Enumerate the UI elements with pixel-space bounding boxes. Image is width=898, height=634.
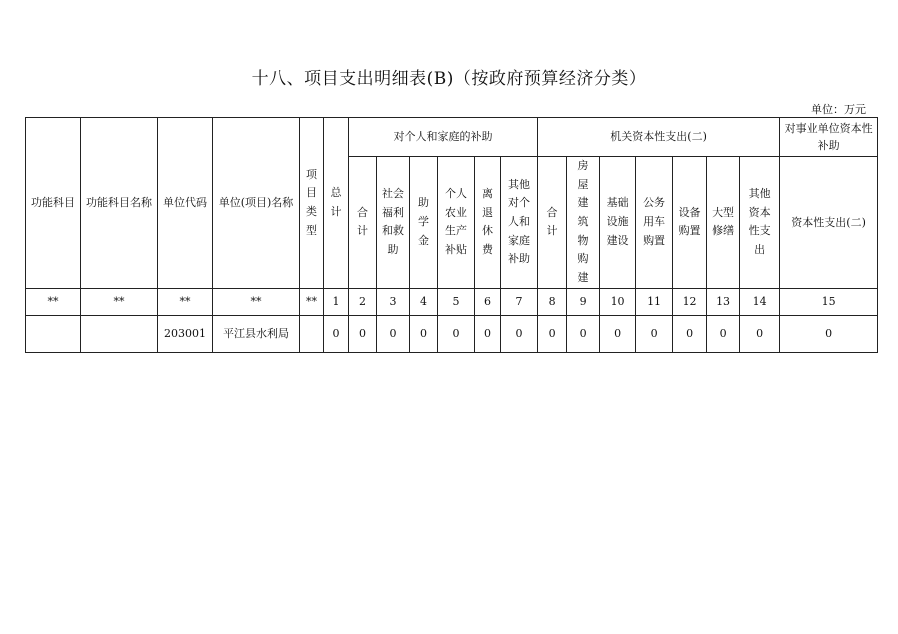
project-expense-table [25,117,878,353]
sub-header: 基础设施建设 [600,157,636,289]
sub-header: 合计 [349,157,377,289]
col-unit-code: 单位代码 [158,118,213,289]
sub-header: 设备购置 [673,157,707,289]
data-cell-value: 0 [673,315,707,352]
data-cell-project-type [300,315,324,352]
header-row-groups [26,118,878,157]
index-cell: 14 [740,288,780,315]
index-cell: 1 [324,288,349,315]
index-cell: ** [213,288,300,315]
index-cell: 4 [410,288,438,315]
data-cell-value: 0 [707,315,740,352]
data-cell-value: 0 [475,315,501,352]
col-func-subject-name: 功能科目名称 [81,118,158,289]
data-cell-value: 0 [636,315,673,352]
data-cell-value: 0 [538,315,567,352]
data-cell-value: 0 [349,315,377,352]
sub-header: 大型修缮 [707,157,740,289]
page-title: 十八、项目支出明细表(B)（按政府预算经济分类） [251,69,647,89]
index-cell: 2 [349,288,377,315]
index-cell: 5 [438,288,475,315]
index-cell: 9 [567,288,600,315]
sub-header: 个人农业生产补贴 [438,157,475,289]
data-cell-value: 0 [600,315,636,352]
sub-header: 社会福利和救助 [377,157,410,289]
group-capital-expense: 机关资本性支出(二) [538,118,780,157]
index-cell: 3 [377,288,410,315]
data-cell-value: 0 [438,315,475,352]
sub-header: 公务用车购置 [636,157,673,289]
table-row [26,315,878,352]
index-cell: ** [300,288,324,315]
group-family-subsidy: 对个人和家庭的补助 [349,118,538,157]
sub-header: 资本性支出(二) [780,157,878,289]
index-cell: ** [158,288,213,315]
data-cell-value: 0 [567,315,600,352]
data-cell-unit-code: 203001 [158,315,213,352]
col-project-type: 项目类型 [300,118,324,289]
data-cell-func-subject-name [81,315,158,352]
sub-header: 房屋建筑物购建 [567,157,600,289]
col-total: 总计 [324,118,349,289]
group-enterprise-subsidy: 对事业单位资本性补助 [780,118,878,157]
data-cell-value: 0 [780,315,878,352]
data-cell-value: 0 [501,315,538,352]
index-cell: 13 [707,288,740,315]
data-cell-value: 0 [324,315,349,352]
index-cell: 12 [673,288,707,315]
col-unit-project-name: 单位(项目)名称 [213,118,300,289]
sub-header: 助学金 [410,157,438,289]
index-cell: 15 [780,288,878,315]
sub-header: 合计 [538,157,567,289]
sub-header: 离退休费 [475,157,501,289]
data-cell-value: 0 [740,315,780,352]
sub-header: 其他对个人和家庭补助 [501,157,538,289]
data-cell-unit-name: 平江县水利局 [213,315,300,352]
col-func-subject: 功能科目 [26,118,81,289]
index-cell: ** [81,288,158,315]
index-row [26,288,878,315]
index-cell: 10 [600,288,636,315]
data-cell-value: 0 [410,315,438,352]
data-cell-value: 0 [377,315,410,352]
index-cell: ** [26,288,81,315]
index-cell: 11 [636,288,673,315]
index-cell: 6 [475,288,501,315]
data-cell-func-subject [26,315,81,352]
sub-header: 其他资本性支出 [740,157,780,289]
index-cell: 8 [538,288,567,315]
index-cell: 7 [501,288,538,315]
unit-label: 单位：万元 [811,103,866,116]
